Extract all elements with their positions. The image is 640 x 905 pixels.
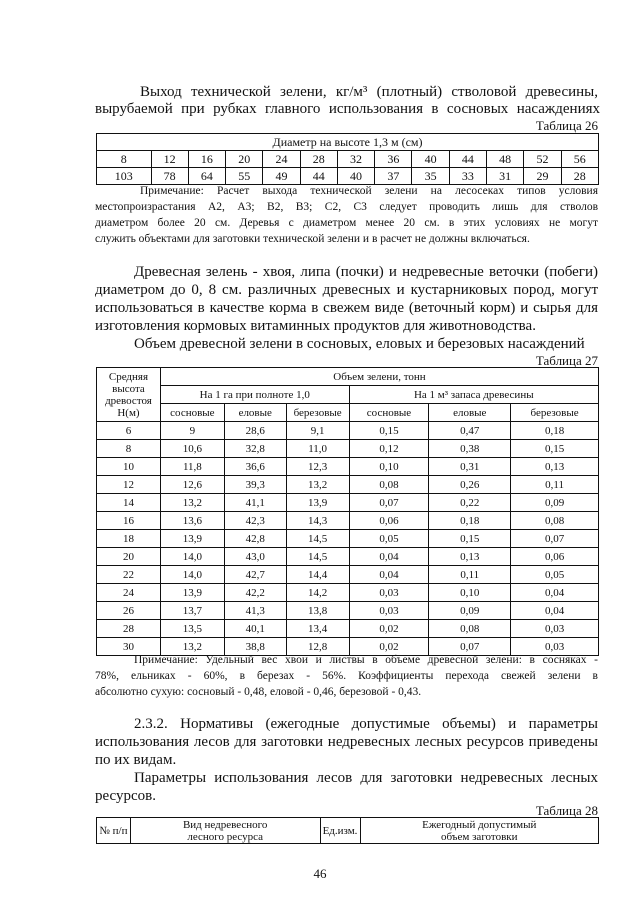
table-cell: 0,13	[511, 458, 599, 476]
table-cell: 38,8	[224, 638, 286, 656]
table-26-diameter-row	[97, 151, 599, 168]
table-cell: 0,04	[349, 548, 429, 566]
table-cell: 42,8	[224, 530, 286, 548]
table-cell: 13,8	[286, 602, 349, 620]
table-26-value-cell: 33	[449, 168, 486, 185]
note-27-line1: Примечание: Удельный вес хвои и листвы в объеме древесной зелени: в сосняках -	[134, 654, 598, 666]
table-cell: 0,26	[429, 476, 511, 494]
table-cell: 0,15	[429, 530, 511, 548]
table-cell: 0,05	[511, 566, 599, 584]
table-cell: 0,02	[349, 638, 429, 656]
table-27-group1-header: На 1 га при полноте 1,0	[160, 386, 349, 404]
table-row	[97, 422, 599, 440]
table-cell: 40,1	[224, 620, 286, 638]
table-27-subheader-cell: березовые	[286, 404, 349, 422]
table-26-diameter-cell: 24	[263, 151, 300, 168]
table-cell: 14,2	[286, 584, 349, 602]
paragraph-2-line3: по их видам.	[95, 752, 177, 768]
table-cell: 0,04	[511, 602, 599, 620]
table-cell: 6	[97, 422, 161, 440]
table-cell: 0,11	[511, 476, 599, 494]
heading-26-line2: вырубаемой при рубках главного использования в сосновых насаждениях	[95, 101, 600, 117]
table-cell: 42,3	[224, 512, 286, 530]
table-cell: 28	[97, 620, 161, 638]
table-26-value-cell: 35	[412, 168, 449, 185]
table-cell: 0,09	[429, 602, 511, 620]
table-28-type-header: Вид недревесного лесного ресурса	[130, 818, 320, 844]
table-cell: 30	[97, 638, 161, 656]
table-cell: 0,22	[429, 494, 511, 512]
table-cell: 0,08	[511, 512, 599, 530]
table-28-caption: Таблица 28	[535, 803, 598, 818]
table-row	[97, 458, 599, 476]
table-26-diameter-cell: 16	[188, 151, 225, 168]
table-27-group2-header: На 1 м³ запаса древесины	[349, 386, 598, 404]
table-26-diameter-cell: 40	[412, 151, 449, 168]
table-cell: 9,1	[286, 422, 349, 440]
table-cell: 14,4	[286, 566, 349, 584]
table-cell: 14,0	[160, 548, 224, 566]
table-26-header: Диаметр на высоте 1,3 м (см)	[97, 134, 599, 151]
table-26-value-cell: 28	[561, 168, 598, 185]
table-27	[96, 367, 599, 656]
paragraph-2-line2: использования лесов для заготовки недревесных лесных ресурсов приведены	[95, 734, 598, 750]
table-cell: 13,5	[160, 620, 224, 638]
table-27-subheader-cell: сосновые	[349, 404, 429, 422]
paragraph-3-line2: ресурсов.	[95, 788, 156, 804]
table-26-value-cell: 55	[226, 168, 263, 185]
table-cell: 0,04	[511, 584, 599, 602]
table-row	[97, 566, 599, 584]
table-cell: 18	[97, 530, 161, 548]
table-28-number-header: № п/п	[97, 818, 131, 844]
table-cell: 14,5	[286, 530, 349, 548]
table-cell: 16	[97, 512, 161, 530]
table-cell: 13,4	[286, 620, 349, 638]
table-26-value-cell: 103	[97, 168, 152, 185]
table-cell: 0,13	[429, 548, 511, 566]
table-cell: 0,06	[511, 548, 599, 566]
table-26-diameter-cell: 44	[449, 151, 486, 168]
table-cell: 0,02	[349, 620, 429, 638]
paragraph-2-line1: 2.3.2. Нормативы (ежегодные допустимые объемы) и параметры	[134, 716, 598, 732]
table-26-diameter-cell: 52	[524, 151, 561, 168]
table-cell: 14	[97, 494, 161, 512]
table-cell: 43,0	[224, 548, 286, 566]
table-cell: 12,3	[286, 458, 349, 476]
table-cell: 13,9	[160, 584, 224, 602]
note-26-line1: Примечание: Расчет выхода технической зелени на лесосеках типов условия	[140, 185, 598, 197]
note-27-line2: 78%, ельниках - 60%, в березах - 56%. Коэффициенты перехода свежей зелени в	[95, 670, 598, 682]
note-26-line2: местопроизрастания А2, А3; В2, В3; С2, С3 следует проводить лишь для стволов	[95, 201, 598, 213]
table-cell: 0,15	[349, 422, 429, 440]
table-cell: 0,18	[429, 512, 511, 530]
table-26-value-cell: 64	[188, 168, 225, 185]
table-26-diameter-cell: 28	[300, 151, 337, 168]
table-27-height-header: Средняя высота древостоя Н(м)	[97, 368, 161, 422]
heading-27: Объем древесной зелени в сосновых, еловых и березовых насаждений	[134, 336, 585, 352]
table-26	[96, 133, 599, 185]
table-cell: 13,9	[286, 494, 349, 512]
page-number: 46	[313, 866, 327, 881]
heading-26-line1: Выход технической зелени, кг/м³ (плотный) стволовой древесины,	[140, 84, 598, 100]
table-cell: 41,1	[224, 494, 286, 512]
table-26-value-cell: 78	[151, 168, 188, 185]
table-cell: 14,3	[286, 512, 349, 530]
table-26-diameter-cell: 32	[337, 151, 374, 168]
table-26-value-cell: 37	[375, 168, 412, 185]
table-row	[97, 512, 599, 530]
table-cell: 0,08	[349, 476, 429, 494]
table-26-value-cell: 40	[337, 168, 374, 185]
paragraph-1-line2: диаметром до 0, 8 см. различных древесных и кустарниковых пород, могут	[95, 282, 598, 298]
table-cell: 10,6	[160, 440, 224, 458]
table-row	[97, 530, 599, 548]
table-row	[97, 584, 599, 602]
table-row	[97, 638, 599, 656]
table-26-value-cell: 44	[300, 168, 337, 185]
table-cell: 0,04	[349, 566, 429, 584]
table-cell: 8	[97, 440, 161, 458]
table-row	[97, 476, 599, 494]
table-cell: 9	[160, 422, 224, 440]
table-cell: 0,18	[511, 422, 599, 440]
table-cell: 0,03	[511, 620, 599, 638]
table-cell: 11,0	[286, 440, 349, 458]
table-26-value-cell: 31	[487, 168, 524, 185]
table-cell: 12	[97, 476, 161, 494]
note-26-line3: диаметром более 20 см. Деревья с диаметром менее 20 см. в этих условиях не могут	[95, 217, 598, 229]
table-27-subheader-cell: березовые	[511, 404, 599, 422]
table-cell: 0,10	[349, 458, 429, 476]
table-row	[97, 548, 599, 566]
paragraph-1-line1: Древесная зелень - хвоя, липа (почки) и недревесные веточки (побеги)	[134, 264, 598, 280]
table-28	[96, 817, 599, 844]
table-cell: 12,8	[286, 638, 349, 656]
table-26-caption: Таблица 26	[535, 118, 598, 133]
table-27-subheader-row	[97, 404, 599, 422]
table-26-diameter-cell: 12	[151, 151, 188, 168]
table-cell: 12,6	[160, 476, 224, 494]
table-cell: 13,2	[160, 494, 224, 512]
table-cell: 0,47	[429, 422, 511, 440]
table-26-value-cell: 49	[263, 168, 300, 185]
paragraph-1-line4: изготовления кормовых витаминных продуктов для животноводства.	[95, 318, 536, 334]
table-cell: 0,12	[349, 440, 429, 458]
table-cell: 32,8	[224, 440, 286, 458]
table-cell: 14,0	[160, 566, 224, 584]
table-cell: 0,03	[511, 638, 599, 656]
table-26-diameter-cell: 20	[226, 151, 263, 168]
table-row	[97, 620, 599, 638]
table-26-diameter-cell: 48	[487, 151, 524, 168]
table-cell: 11,8	[160, 458, 224, 476]
table-cell: 13,2	[160, 638, 224, 656]
table-cell: 36,6	[224, 458, 286, 476]
table-cell: 13,7	[160, 602, 224, 620]
note-27-line3: абсолютно сухую: сосновый - 0,48, еловой - 0,46, березовой - 0,43.	[95, 686, 422, 698]
table-row	[97, 440, 599, 458]
table-cell: 42,2	[224, 584, 286, 602]
table-26-diameter-cell: 56	[561, 151, 598, 168]
table-cell: 13,2	[286, 476, 349, 494]
table-row	[97, 602, 599, 620]
table-cell: 20	[97, 548, 161, 566]
table-cell: 0,09	[511, 494, 599, 512]
table-cell: 41,3	[224, 602, 286, 620]
table-cell: 0,11	[429, 566, 511, 584]
table-cell: 22	[97, 566, 161, 584]
table-cell: 0,05	[349, 530, 429, 548]
table-26-value-cell: 29	[524, 168, 561, 185]
table-cell: 0,06	[349, 512, 429, 530]
table-26-diameter-cell: 8	[97, 151, 152, 168]
table-cell: 10	[97, 458, 161, 476]
table-cell: 0,31	[429, 458, 511, 476]
table-27-subheader-cell: еловые	[429, 404, 511, 422]
table-28-volume-header: Ежегодный допустимый объем заготовки	[360, 818, 599, 844]
table-27-volume-header: Объем зелени, тонн	[160, 368, 598, 386]
table-cell: 28,6	[224, 422, 286, 440]
table-cell: 0,10	[429, 584, 511, 602]
table-cell: 26	[97, 602, 161, 620]
table-cell: 0,07	[349, 494, 429, 512]
table-27-caption: Таблица 27	[535, 353, 598, 368]
table-26-value-row	[97, 168, 599, 185]
table-cell: 0,03	[349, 602, 429, 620]
table-cell: 0,15	[511, 440, 599, 458]
table-cell: 42,7	[224, 566, 286, 584]
table-27-subheader-cell: сосновые	[160, 404, 224, 422]
table-cell: 0,03	[349, 584, 429, 602]
table-28-unit-header: Ед.изм.	[320, 818, 360, 844]
table-cell: 24	[97, 584, 161, 602]
table-cell: 0,07	[429, 638, 511, 656]
table-cell: 14,5	[286, 548, 349, 566]
paragraph-1-line3: использоваться в качестве корма в свежем виде (веточный корм) и сырья для	[95, 300, 598, 316]
table-cell: 13,9	[160, 530, 224, 548]
table-cell: 0,07	[511, 530, 599, 548]
table-26-diameter-cell: 36	[375, 151, 412, 168]
table-cell: 39,3	[224, 476, 286, 494]
table-cell: 0,38	[429, 440, 511, 458]
paragraph-3-line1: Параметры использования лесов для заготовки недревесных лесных	[134, 770, 598, 786]
table-27-subheader-cell: еловые	[224, 404, 286, 422]
note-26-line4: служить объектами для заготовки технической зелени и в расчет не должны включаться.	[95, 233, 530, 245]
table-row	[97, 494, 599, 512]
table-cell: 0,08	[429, 620, 511, 638]
table-cell: 13,6	[160, 512, 224, 530]
